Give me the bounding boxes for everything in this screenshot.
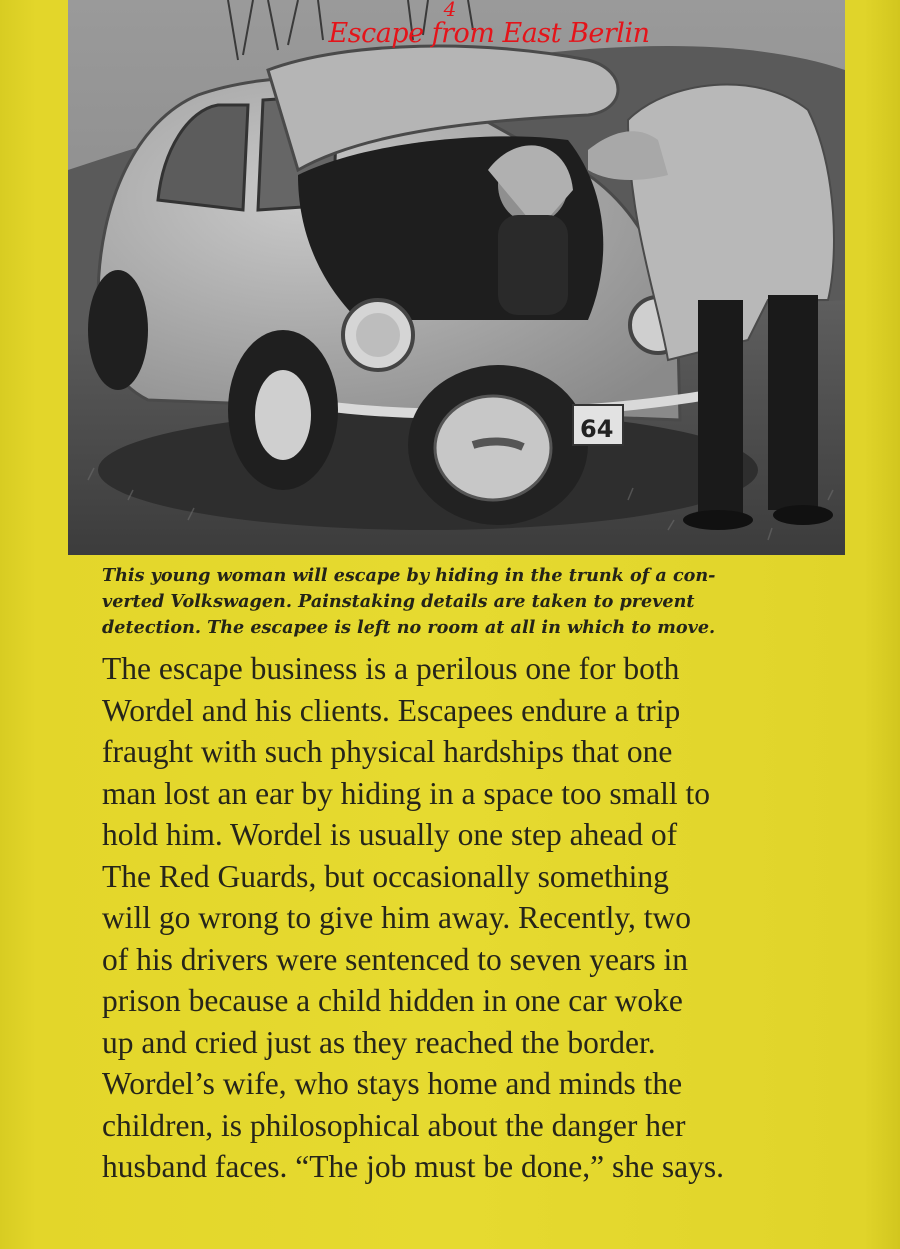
article-body	[102, 648, 837, 1188]
photo-caption	[102, 563, 837, 641]
body-line: Wordel and his clients. Escapees endure a trip	[102, 692, 681, 728]
body-line: husband faces. “The job must be done,” she says.	[102, 1149, 724, 1184]
body-line: will go wrong to give him away. Recently, two	[102, 900, 692, 935]
page-title: Escape from East Berlin	[328, 18, 650, 49]
body-line: hold him. Wordel is usually one step ahead of	[102, 817, 678, 852]
body-line: children, is philosophical about the danger her	[102, 1107, 686, 1143]
body-line: The Red Guards, but occasionally something	[102, 858, 669, 894]
body-line: up and cried just as they reached the border.	[102, 1024, 656, 1060]
caption-line: This young woman will escape by hiding in the trunk of a con-	[102, 565, 716, 586]
caption-line: detection. The escapee is left no room at all in which to move.	[102, 617, 716, 638]
caption-line: verted Volkswagen. Painstaking details are taken to prevent	[102, 591, 695, 612]
page-number: 4	[443, 0, 457, 21]
volkswagen-photo	[68, 0, 845, 555]
body-line: Wordel’s wife, who stays home and minds the	[102, 1066, 683, 1101]
body-line: of his drivers were sentenced to seven years in	[102, 941, 689, 977]
body-line: fraught with such physical hardships that one	[102, 734, 673, 769]
body-line: prison because a child hidden in one car woke	[102, 983, 683, 1018]
license-plate-text: 64	[580, 415, 614, 443]
body-line: The escape business is a perilous one for both	[102, 651, 680, 686]
body-line: man lost an ear by hiding in a space too small to	[102, 775, 710, 811]
